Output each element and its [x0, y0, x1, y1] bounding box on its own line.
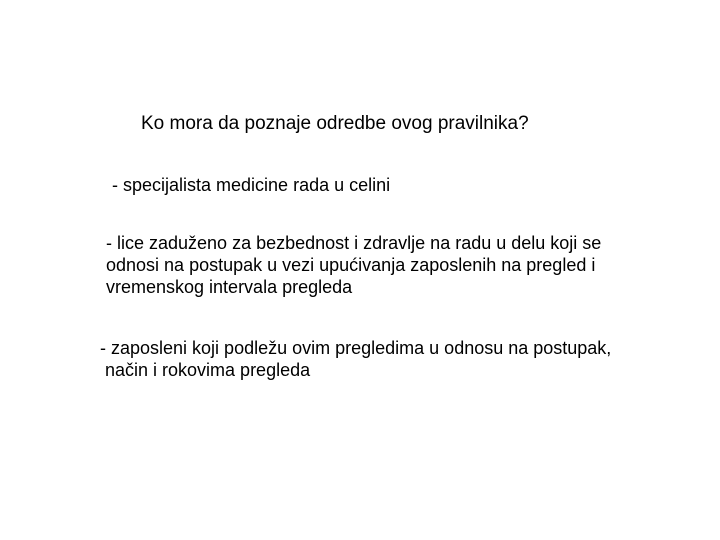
- bullet-line: - specijalista medicine rada u celini: [112, 175, 391, 195]
- bullet-line: način i rokovima pregleda: [100, 360, 311, 380]
- bullet-line: vremenskog intervala pregleda: [106, 277, 353, 297]
- slide-title: Ko mora da poznaje odredbe ovog pravilnika?: [141, 113, 529, 134]
- bullet-item: [112, 174, 390, 196]
- bullet-line: - zaposleni koji podležu ovim pregledima u odnosu na postupak,: [100, 338, 612, 358]
- bullet-line: - lice zaduženo za bezbednost i zdravlje na radu u delu koji se: [106, 233, 602, 253]
- bullet-item: [100, 337, 611, 381]
- bullet-item: [106, 232, 601, 298]
- bullet-line: odnosi na postupak u vezi upućivanja zaposlenih na pregled i: [106, 255, 596, 275]
